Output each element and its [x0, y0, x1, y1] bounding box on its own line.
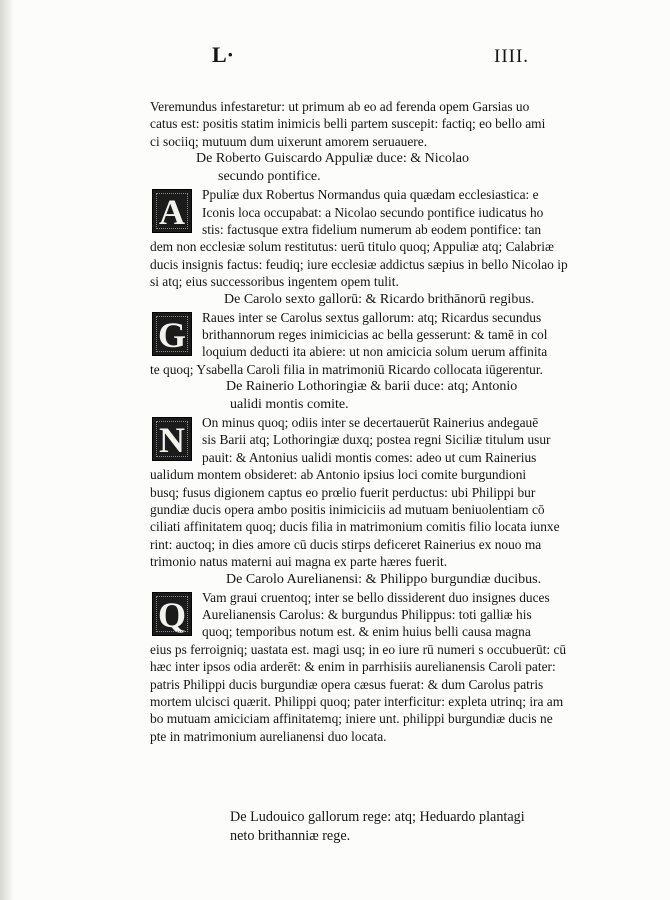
text-line: Ppuliæ dux Robertus Normandus quia quædam ecclesiastica: e	[202, 187, 539, 203]
running-head-left: L·	[212, 42, 235, 67]
text-line: brithannorum reges inimicicias ac bella gesserunt: & tamē in col	[202, 326, 548, 342]
section-heading: ualidi montis comite.	[230, 397, 349, 413]
text-line: gundiæ ducis opera ambo positis inimiciciis ad mutuam beniuolentiam cō	[150, 502, 545, 518]
text-line: trimonio natus materni aui magna ex parte hæres fuerit.	[150, 554, 448, 570]
section-body	[150, 414, 590, 571]
section-body	[150, 186, 590, 290]
text-line: te quoq; Ysabella Caroli filia in matrimoniū Ricardo collocata iūgerentur.	[150, 361, 543, 377]
section-heading: De Roberto Guiscardo Appuliæ duce: & Nicolao	[196, 151, 469, 167]
text-line: ci sociiq; mutuum dum uixerunt amorem seruauere.	[150, 133, 428, 149]
page-gutter-shadow	[0, 0, 14, 900]
section-heading: De Carolo Aurelianensi: & Philippo burgundiæ ducibus.	[226, 571, 542, 587]
text-line: si atq; eius successoribus ingentem opem tulit.	[150, 274, 399, 290]
text-line: Aurelianensis Carolus: & burgundus Philippus: toti galliæ his	[202, 606, 532, 622]
decorated-initial: Q	[152, 592, 192, 636]
folio-number: IIII.	[494, 46, 530, 67]
text-line: ualidum montem obsideret: ab Antonio ipsius loci comite burgundioni	[150, 467, 527, 483]
section-body	[150, 589, 590, 746]
text-line: catus est: positis statim inimicis belli partem suscepit: factiq; eo bello ami	[150, 116, 546, 132]
text-block	[150, 98, 590, 745]
text-line: eius ps ferroigniq; uastata est. magi usq; in eo iure rū numeri s occubuerūt: cū	[150, 641, 567, 657]
text-line: stis: factusque extra fidelium numerum ab eodem pontifice: tan	[202, 221, 542, 237]
section-heading: De Carolo sexto gallorū: & Ricardo brithānorū regibus.	[224, 291, 535, 307]
text-line: bo mutuam amiciciam affinitatemq; iniere unt. philippi burgundiæ ducis ne	[150, 711, 553, 727]
text-line: Raues inter se Carolus sextus gallorum: atq; Ricardus secundus	[202, 309, 542, 325]
text-line: Veremundus infestaretur: ut primum ab eo ad ferenda opem Garsias uo	[150, 99, 530, 114]
text-line: pauit: & Antonius ualidi montis comes: adeo ut cum Rainerius	[202, 449, 537, 465]
text-line: On minus quoq; odiis inter se decertauerūt Rainerius andegauē	[202, 415, 539, 431]
text-line: ducis insignis factus: feudiq; iure ecclesiæ addictus sæpius in bello Nicolao ip	[150, 256, 568, 272]
closing-heading: neto brithanniæ rege.	[230, 828, 351, 844]
text-line: busq; fusus digionem captus eo prœlio fuerit perductus: ubi Philippi bur	[150, 484, 536, 500]
text-line: mortem ulcisci quærit. Philippi quoq; pater interficitur: expleta utrinq; ira am	[150, 693, 564, 709]
text-line: Iconis loca occupabat: a Nicolao secundo pontifice iudicatus ho	[202, 204, 544, 220]
section-heading: De Rainerio Lothoringiæ & barii duce: atq; Antonio	[226, 379, 518, 395]
text-line: patris Philippi ducis burgundiæ opera cæsus fuerat: & dum Carolus patris	[150, 676, 544, 692]
text-line: loquium deducti ita abiere: ut non amicicia solum uerum affinita	[202, 344, 548, 360]
text-line: dem non ecclesiæ solum restitutus: uerū titulo quoq; Appuliæ atq; Calabriæ	[150, 239, 554, 255]
text-line: pte in matrimonium aurelianensi duo locata.	[150, 728, 387, 744]
section-heading: secundo pontifice.	[218, 169, 321, 185]
decorated-initial: A	[152, 189, 192, 233]
decorated-initial: G	[152, 312, 192, 356]
text-line: rint: auctoq; in dies amore cū ducis stirps deficeret Rainerius ex nouo ma	[150, 536, 542, 552]
decorated-initial: N	[152, 417, 192, 461]
closing-heading: De Ludouico gallorum rege: atq; Heduardo plantagi	[230, 809, 525, 825]
text-line: ciliati affinitatem quoq; ducis filia in matrimonium comitis filio locata iunxe	[150, 519, 560, 535]
text-line: quoq; temporibus notum est. & enim huius belli causa magna	[202, 624, 531, 640]
section-body	[150, 309, 590, 379]
text-line: hæc inter ipsos odia arderēt: & enim in parrhisiis aurelianensis Caroli pater:	[150, 659, 556, 675]
text-line: Vam graui cruentoq; inter se bello dissiderent duo insignes duces	[202, 589, 550, 605]
text-line: sis Barii atq; Lothoringiæ duxq; postea regni Siciliæ titulum usur	[202, 432, 551, 448]
